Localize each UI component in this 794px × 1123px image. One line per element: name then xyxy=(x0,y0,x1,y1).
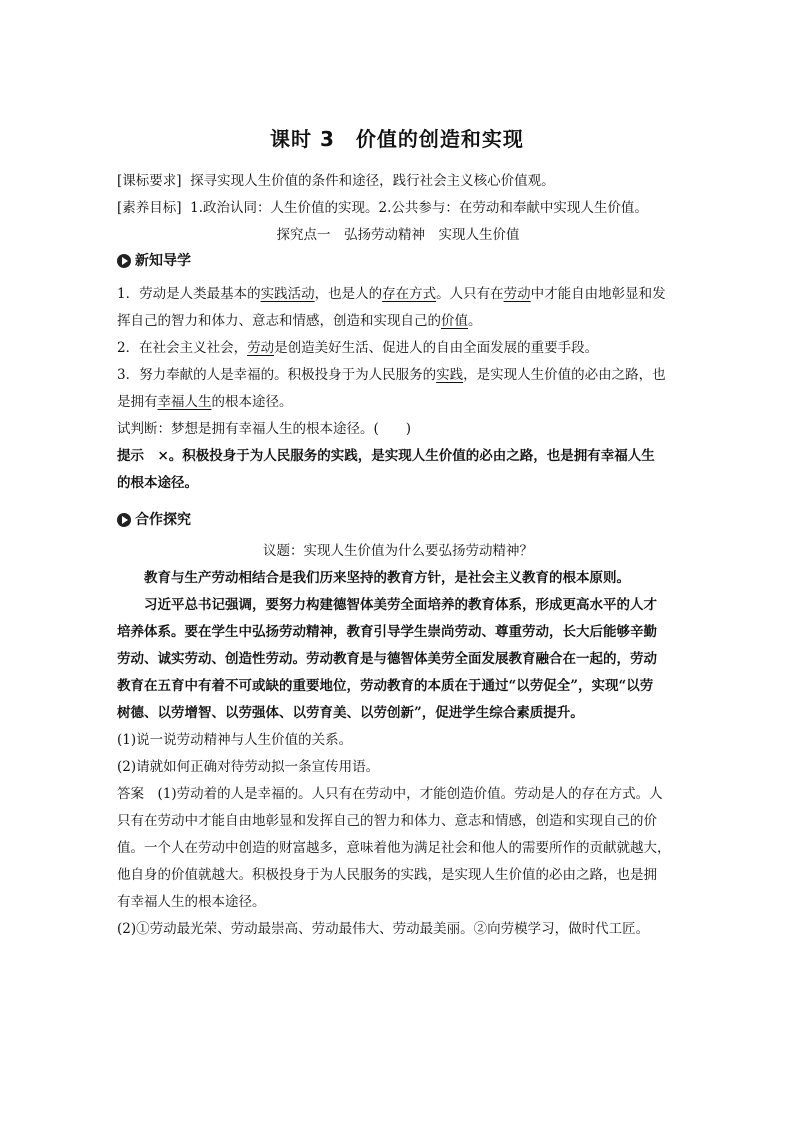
answer-line-1: 答案 (1)劳动着的人是幸福的。人只有在劳动中，才能创造价值。劳动是人的存在方式。人 xyxy=(117,786,663,802)
hint-line-1: 提示 ×。积极投身于为人民服务的实践，是实现人生价值的必由之路，也是拥有幸福人生 xyxy=(117,448,655,464)
text-run: 是创造美好生活、促进人的自由全面发展的重要手段。 xyxy=(274,340,599,356)
answer-line-3: 值。一个人在劳动中创造的财富越多，意味着他为满足社会和他人的需要所作的贡献就越大， xyxy=(117,840,671,856)
material-p2-line-2: 培养体系。要在学生中弘扬劳动精神，教育引导学生崇尚劳动、尊重劳动，长大后能够辛勤 xyxy=(117,624,657,640)
item-1-line-2 xyxy=(117,308,679,335)
underlined-term: 幸福人生 xyxy=(157,394,212,410)
page-title: 课时 3 价值的创造和实现 xyxy=(270,127,524,151)
literacy-label: [素养目标] xyxy=(117,200,182,216)
text-run: 1．劳动是人类最基本的 xyxy=(117,286,261,302)
section-cooperative-inquiry xyxy=(117,508,679,943)
underlined-term: 实践活动 xyxy=(260,286,315,302)
text-run: 的根本途径。 xyxy=(211,394,293,410)
text-run: ，是实现人生价值的必由之路，也 xyxy=(463,367,666,383)
literacy-goal xyxy=(117,195,679,222)
hint-line-2: 的根本途径。 xyxy=(117,475,198,491)
text-run: 2．在社会主义社会， xyxy=(117,340,248,356)
quiz-question: 试判断：梦想是拥有幸福人生的根本途径。( ) xyxy=(117,421,412,437)
text-run: 3．努力奉献的人是幸福的。积极投身于为人民服务的 xyxy=(117,367,437,383)
text-run: ，也是人的 xyxy=(314,286,383,302)
underlined-term: 劳动 xyxy=(247,340,275,356)
material-p2-line-4: 教育在五育中有着不可或缺的重要地位，劳动教育的本质在于通过“以劳促全”，实现“以劳 xyxy=(117,678,654,694)
section-heading-text: 新知导学 xyxy=(135,253,191,269)
item-3-line-1 xyxy=(117,362,679,389)
curriculum-text: 探寻实现人生价值的条件和途径，践行社会主义核心价值观。 xyxy=(190,173,555,189)
curriculum-label: [课标要求] xyxy=(117,173,182,189)
section-heading-new-knowledge xyxy=(117,249,679,273)
underlined-term: 劳动 xyxy=(503,286,531,302)
underlined-term: 存在方式 xyxy=(382,286,437,302)
item-3-line-2 xyxy=(117,389,679,416)
text-run: 中才能自由地彰显和发 xyxy=(530,286,666,302)
question-1: (1)说一说劳动精神与人生价值的关系。 xyxy=(117,732,353,748)
curriculum-requirement xyxy=(117,168,679,195)
answer-line-5: 有幸福人生的根本途径。 xyxy=(117,894,266,910)
underlined-term: 实践 xyxy=(436,367,464,383)
objectives xyxy=(117,168,679,249)
play-circle-icon xyxy=(117,513,131,527)
item-1-line-1 xyxy=(117,281,679,308)
text-run: 挥自己的智力和体力、意志和情感，创造和实现自己的 xyxy=(117,313,441,329)
inquiry-topic: 议题：实现人生价值为什么要弘扬劳动精神？ xyxy=(263,543,533,559)
text-run: 。人只有在 xyxy=(436,286,504,302)
material-paragraph-1: 教育与生产劳动相结合是我们历来坚持的教育方针，是社会主义教育的根本原则。 xyxy=(144,570,630,586)
section-heading-cooperative xyxy=(117,508,679,532)
underlined-term: 价值 xyxy=(441,313,468,329)
question-2: (2)请就如何正确对待劳动拟一条宣传用语。 xyxy=(117,759,380,775)
explore-point-title: 探究点一 弘扬劳动精神 实现人生价值 xyxy=(276,227,520,243)
text-run: 是拥有 xyxy=(117,394,158,410)
answer-line-2: 只有在劳动中才能自由地彰显和发挥自己的智力和体力、意志和情感，创造和实现自己的价 xyxy=(117,813,657,829)
answer-line-4: 他自身的价值就越大。积极投身于为人民服务的实践，是实现人生价值的必由之路，也是拥 xyxy=(117,867,657,883)
play-circle-icon xyxy=(117,254,131,268)
section-new-knowledge xyxy=(117,249,679,497)
material-p2-line-3: 劳动、诚实劳动、创造性劳动。劳动教育是与德智体美劳全面发展教育融合在一起的，劳动 xyxy=(117,651,657,667)
answer-line-6: (2)①劳动最光荣、劳动最崇高、劳动最伟大、劳动最美丽。②向劳模学习，做时代工匠。 xyxy=(117,921,650,937)
section-heading-text: 合作探究 xyxy=(135,512,191,528)
item-2 xyxy=(117,335,679,362)
material-p2-line-1: 习近平总书记强调，要努力构建德智体美劳全面培养的教育体系，形成更高水平的人才 xyxy=(144,597,657,613)
material-p2-line-5: 树德、以劳增智、以劳强体、以劳育美、以劳创新”，促进学生综合素质提升。 xyxy=(117,705,584,721)
literacy-text: 1.政治认同：人生价值的实现。2.公共参与：在劳动和奉献中实现人生价值。 xyxy=(190,200,648,216)
text-run: 。 xyxy=(468,313,482,329)
